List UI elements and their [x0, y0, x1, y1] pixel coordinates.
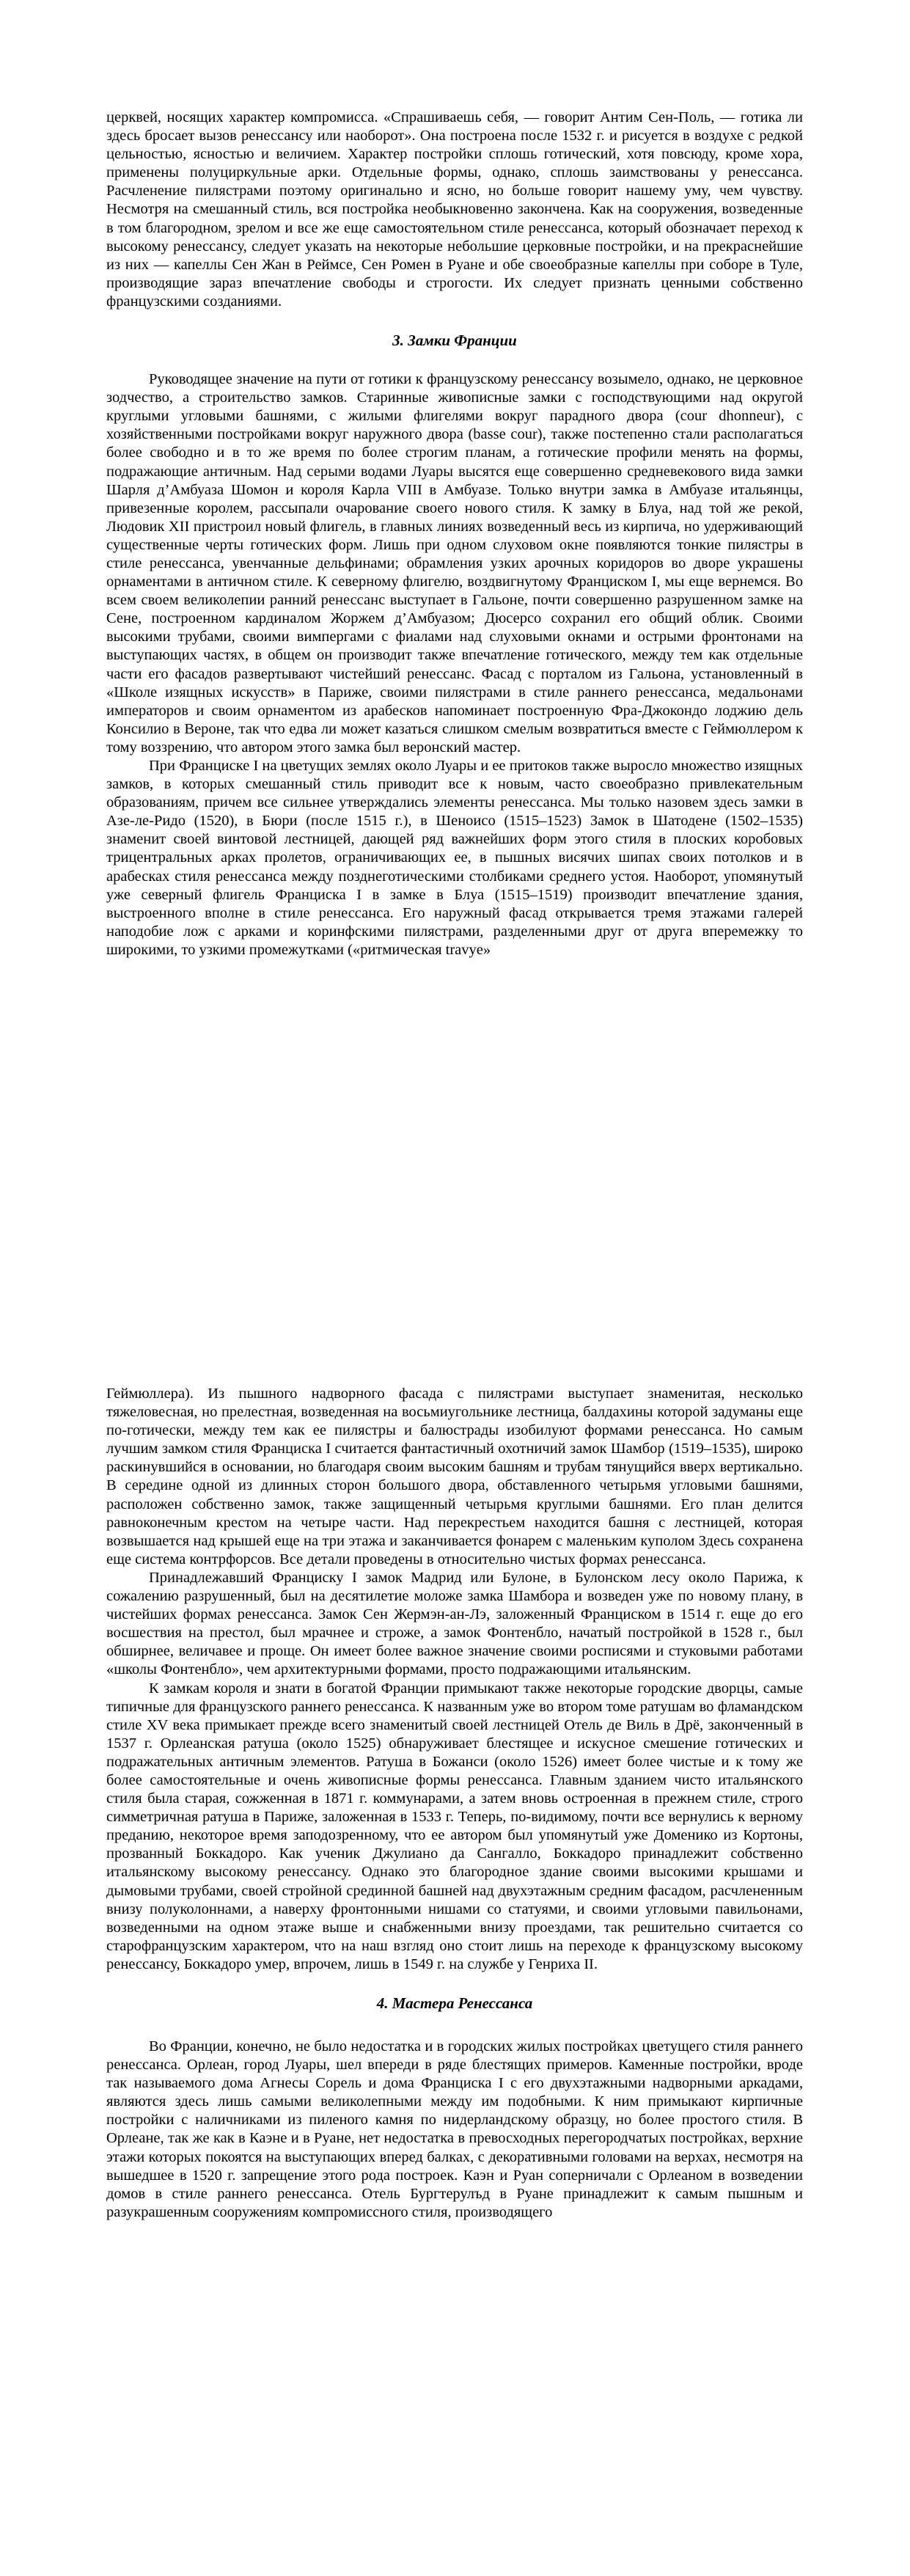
paragraph-continued: Геймюллера). Из пышного надворного фасада с пилястрами выступает знаменитая, несколько тяжеловесная, но прелестная, возведенная на восьмиугольнике лестница, балдахины которой задуманы еще по-готически, между тем как ее пилястры и балюстрады изобилуют формами ренессанса. Но самым лучшим замком стиля Франциска I считается фантастичный охотничий замок Шамбор (1519–1535), широко раскинувшийся в основании, но благодаря своим высоким башням и трубам тянущийся вверх вертикально. В середине одной из длинных сторон большого двора, обставленного четырьмя угловыми башнями, расположен собственно замок, также защищенный четырьмя круглыми башнями. Его план делится равноконечным крестом на четыре части. Над перекрестьем находится башня с лестницей, которая возвышается над крышей еще на три этажа и заканчивается фонарем с маленьким куполом Здесь сохранена еще система контрфорсов. Все детали проведены в относительно чистых формах ренессанса. — [106, 1386, 803, 1567]
section-heading-castles: 3. Замки Франции — [392, 332, 517, 350]
section-heading-masters: 4. Мастера Ренессанса — [376, 1994, 533, 2012]
text-column — [106, 1385, 803, 2222]
paragraph: Принадлежавший Франциску I замок Мадрид или Булоне, в Булонском лесу около Парижа, к сожалению разрушенный, был на десятилетие моложе замка Шамбора и возведен уже по новому плану, в чистейших формах ренессанса. Замок Сен Жермэн-ан-Лэ, заложенный Франциском в 1514 г. еще до его восшествия на престол, был мрачнее и строже, а замок Фонтенбло, начатый постройкой в 1528 г., был обширнее, величавее и проще. Он имеет более важное значение своими росписями и стуковыми работами «школы Фонтенбло», чем архитектурными формами, просто подражающими итальянским. — [106, 1569, 803, 1678]
page-gap — [0, 1203, 910, 1306]
text-column — [106, 109, 803, 959]
page-top — [0, 0, 910, 1203]
paragraph: При Франциске I на цветущих землях около Луары и ее притоков также выросло множество изящных замков, в которых смешанный стиль приводит все к новым, часто своеобразно привлекательным образованиям, причем все сильнее утверждались элементы ренессанса. Мы только назовем здесь замки в Азе-ле-Ридо (1520), в Бюри (после 1515 г.), в Шеноисо (1515–1523) Замок в Шатодене (1502–1535) знаменит своей винтовой лестницей, дающей ряд важнейших форм этого стиля в плоских коробовых трицентральных арках пролетов, ограничивающих ее, в пышных висячих шипах своих потолков и в арабесках стиля ренессанса между позднеготическими столбиками среднего устоя. Наоборот, упомянутый уже северный флигель Франциска I в замке в Блуа (1515–1519) производит впечатление здания, выстроенного вполне в стиле ренессанса. Его наружный фасад открывается тремя этажами галерей наподобие лож с арками и коринфскими пилястрами, разделенными друг от друга вперемежку то широкими, то узкими промежутками («ритмическая travye» — [106, 758, 803, 958]
paragraph: Во Франции, конечно, не было недостатка и в городских жилых постройках цветущего стиля раннего ренессанса. Орлеан, город Луары, шел впереди в ряде блестящих примеров. Каменные постройки, вроде так называемого дома Агнесы Сорель и дома Франциска I с его двухэтажными надворными аркадами, являются здесь лишь самыми великолепными между им подобными. К ним примыкают кирпичные постройки с наличниками из пиленого камня по нидерландскому образцу, но более простого стиля. В Орлеане, так же как в Каэне и в Руане, нет недостатка в превосходных перегородчатых постройках, верхние этажи которых покоятся на выступающих вперед балках, с декоративными головами на верхах, несмотря на вышедшее в 1520 г. запрещение этого рода построек. Каэн и Руан соперничали с Орлеаном в возведении домов в стиле раннего ренессанса. Отель Бургтерулъд в Руане принадлежит к самым пышным и разукрашенным сооружениям компромиссного стиля, производящего — [106, 2038, 803, 2220]
paragraph: К замкам короля и знати в богатой Франции примыкают также некоторые городские дворцы, самые типичные для французского раннего ренессанса. К названным уже во втором томе ратушам во фламандском стиле XV века примыкает прежде всего знаменитый своей лестницей Отель де Виль в Дрё, законченный в 1537 г. Орлеанская ратуша (около 1525) обнаруживает блестящее и искусное смешение готических и подражательных античным элементов. Ратуша в Божанси (около 1526) имеет более чистые и к тому же более самостоятельные и очень живописные формы ренессанса. Главным зданием чисто итальянского стиля была старая, сожженная в 1871 г. коммунарами, а затем вновь остроенная в прежнем стиле, строго симметричная ратуша в Париже, заложенная в 1533 г. Теперь, по-видимому, почти все вернулись к верному преданию, некоторое время заподозренному, что ее автором был упомянутый уже Доменико из Кортоны, прозванный Боккадоро. Как ученик Джулиано да Сангалло, Боккадоро принадлежит собственно итальянскому высокому ренессансу. Однако это благородное здание своими высокими крышами и дымовыми трубами, своей стройной срединной башней над двухэтажным средним фасадом, расчлененным внизу полуколоннами, а наверху фронтонными нишами со статуями, и своими угловыми павильонами, возведенными на одном этаже выше и снабженными внизу проездами, так решительно считается со старофранцузским характером, что на наш взгляд оно стоит лишь на переходе к французскому высокому ренессансу, Боккадоро умер, впрочем, лишь в 1549 г. на службе у Генриха II. — [106, 1680, 803, 1972]
paragraph: Руководящее значение на пути от готики к французскому ренессансу возымело, однако, не церковное зодчество, а строительство замков. Старинные живописные замки с господствующими над округой круглыми угловыми башнями, с жилыми флигелями вокруг парадного двора (cour dhonneur), с хозяйственными постройками вокруг наружного двора (basse cour), также постепенно стали располагаться более свободно и в то же время по более строгим планам, а готические профили менять на формы, подражающие античным. Над серыми водами Луары высятся еще совершенно средневекового вида замки Шарля д’Амбуаза Шомон и короля Карла VIII в Амбуазе. Только внутри замка в Амбуазе итальянцы, привезенные королем, рассыпали очарование своего нового стиля. К замку в Блуа, над той же рекой, Людовик XII пристроил новый флигель, в главных линиях возведенный весь из кирпича, но удерживающий существенные черты готических форм. Лишь при одном слуховом окне появляются тонкие пилястры в стиле ренессанса, увенчанные дельфинами; обрамления узких арочных коридоров во дворе украшены орнаментами в античном стиле. К северному флигелю, воздвигнутому Франциском I, мы еще вернемся. Во всем своем великолепии ранний ренессанс выступает в Гальоне, почти совершенно разрушенном замке на Сене, построенном кардиналом Жоржем д’Амбуазом; Дюсерсо сохранил его общий облик. Своими высокими трубами, своими вимпергами с фиалами над слуховыми окнами и острыми фронтонами на выступающих частях, в общем он производит также впечатление готического, между тем как отдельные части его фасадов развертывают чистейший ренессанс. Фасад с порталом из Гальона, установленный в «Школе изящных искусств» в Париже, своими пилястрами в стиле раннего ренессанса, медальонами императоров и своим орнаментом из арабесков напоминает построенную Фра-Джокондо лоджию дель Консилио в Вероне, так что едва ли может казаться слишком смелым возвратиться вместе с Геймюллером к тому воззрению, что автором этого замка был веронский мастер. — [106, 371, 803, 755]
page-bottom — [0, 1306, 910, 2576]
paragraph-intro: церквей, носящих характер компромисса. «Спрашиваешь себя, — говорит Антим Сен-Поль, — готика ли здесь бросает вызов ренессансу или наоборот». Она построена после 1532 г. и рисуется в воздухе с редкой цельностью, ясностью и величием. Характер постройки сплошь готический, хотя повсюду, кроме хора, применены полуциркульные арки. Отдельные формы, однако, сплошь заимствованы у ренессанса. Расчленение пилястрами поэтому оригинально и ясно, но больше говорит нашему уму, чем чувству. Несмотря на смешанный стиль, вся постройка необыкновенно закончена. Как на сооружения, возведенные в том благородном, зрелом и все же еще самостоятельном стиле ренессанса, который обозначает переход к высокому ренессансу, следует указать на некоторые небольшие церковные постройки, и на прекраснейшие из них — капеллы Сен Жан в Реймсе, Сен Ромен в Руане и обе своеобразные капеллы при соборе в Туле, производящие зараз впечатление свободы и строгости. Их следует признать ценными собственно французскими созданиями. — [106, 109, 803, 310]
